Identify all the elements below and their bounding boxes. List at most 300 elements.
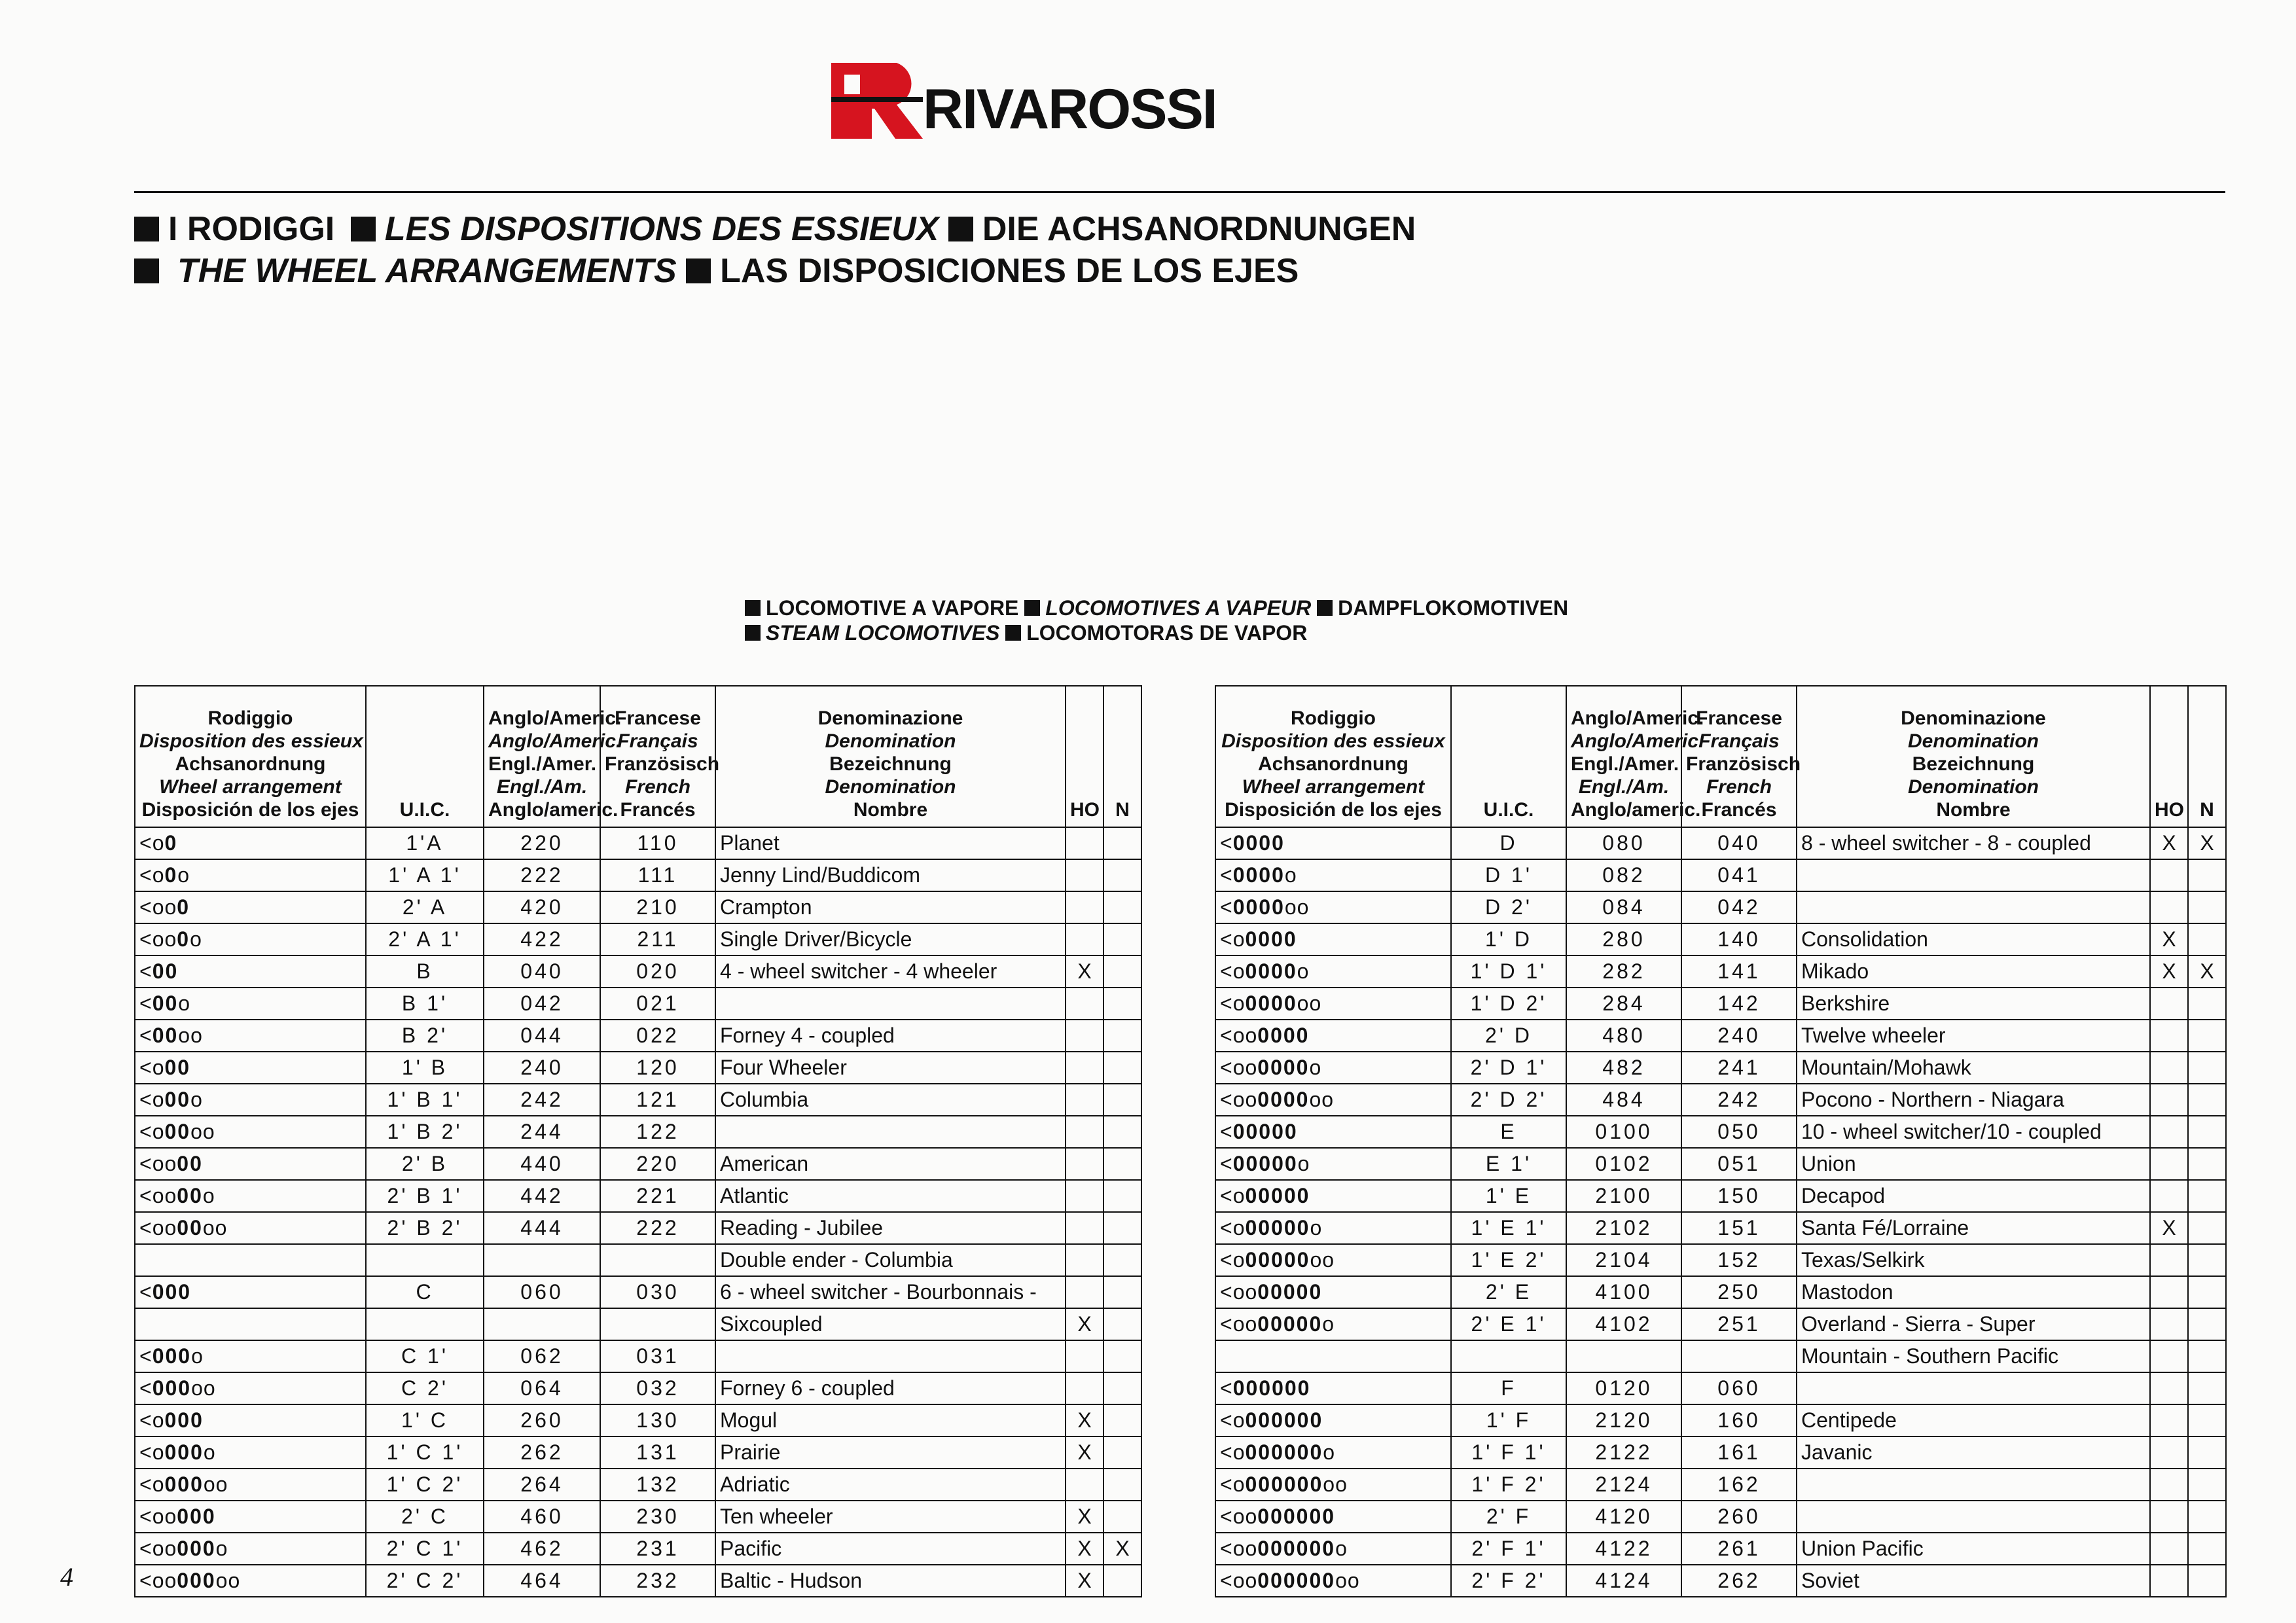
section-subheading (745, 596, 1568, 645)
cell-anglo-american: 482 (1566, 1052, 1681, 1084)
table-row (135, 1308, 1141, 1340)
sub-it: LOCOMOTIVE A VAPORE (766, 596, 1019, 620)
driving-wheels: 000000 (1245, 1408, 1323, 1432)
trailing-wheels: oo (1309, 1088, 1335, 1111)
cell-ho: X (1066, 1404, 1103, 1436)
driving-wheels: 000 (164, 1408, 204, 1432)
cell-anglo-american: 442 (484, 1180, 600, 1212)
table-header-row (135, 686, 1141, 827)
cell-arrangement (1215, 1084, 1451, 1116)
cell-arrangement (135, 988, 366, 1020)
cell-name: Consolidation (1797, 923, 2150, 955)
driving-wheels: 0000 (1245, 959, 1297, 983)
wheel-arrangement-table-right (1215, 685, 2227, 1597)
cell-n (1103, 1148, 1141, 1180)
cell-uic: 2' A 1' (366, 923, 484, 955)
driving-wheels: 0000 (1245, 927, 1297, 951)
square-bullet-icon (1005, 625, 1021, 641)
cell-anglo-american: 2104 (1566, 1244, 1681, 1276)
driving-wheels: 00000 (1232, 1120, 1298, 1143)
cell-arrangement (135, 827, 366, 859)
cell-french: 231 (600, 1533, 715, 1565)
cell-ho: X (2150, 827, 2188, 859)
trailing-wheels: oo (191, 1376, 216, 1400)
cell-n (2188, 1565, 2226, 1597)
driving-wheels: 000 (177, 1537, 216, 1560)
driving-wheels: 000000 (1257, 1569, 1336, 1592)
cell-arrangement (1215, 1020, 1451, 1052)
subheading-line-2 (745, 620, 1568, 645)
cell-uic: 2' D (1451, 1020, 1566, 1052)
cell-n (2188, 1084, 2226, 1116)
cell-uic (1451, 1340, 1566, 1372)
cell-n (2188, 1404, 2226, 1436)
cell-french: 261 (1681, 1533, 1797, 1565)
cell-ho (2150, 1340, 2188, 1372)
cell-uic: 2' D 2' (1451, 1084, 1566, 1116)
cell-anglo-american (1566, 1340, 1681, 1372)
cell-n: X (2188, 827, 2226, 859)
cell-french: 031 (600, 1340, 715, 1372)
table-row (1215, 923, 2226, 955)
cell-french: 241 (1681, 1052, 1797, 1084)
table-row (1215, 1276, 2226, 1308)
cell-arrangement (135, 1148, 366, 1180)
cell-anglo-american: 422 (484, 923, 600, 955)
cell-french: 232 (600, 1565, 715, 1597)
cell-anglo-american: 440 (484, 1148, 600, 1180)
table-row (1215, 1020, 2226, 1052)
col-header-uic: U.I.C. (366, 686, 484, 827)
driving-wheels: 0 (177, 895, 190, 919)
trailing-wheels: o (1322, 1312, 1335, 1336)
cell-name: Berkshire (1797, 988, 2150, 1020)
driving-wheels: 000 (177, 1569, 216, 1592)
cell-name (1797, 1469, 2150, 1501)
cell-n (2188, 1244, 2226, 1276)
driving-wheels: 00000 (1232, 1152, 1298, 1175)
driving-wheels: 0 (177, 927, 190, 951)
leading-wheels: < (1220, 863, 1233, 887)
logo-wordmark: RIVAROSSI (923, 78, 1217, 141)
cell-arrangement (135, 1084, 366, 1116)
cell-french: 121 (600, 1084, 715, 1116)
cell-anglo-american: 280 (1566, 923, 1681, 955)
col-header-n: N (2188, 686, 2226, 827)
trailing-wheels: o (215, 1537, 228, 1560)
trailing-wheels: oo (203, 1472, 228, 1496)
cell-name: Crampton (715, 891, 1066, 923)
trailing-wheels: o (1284, 863, 1297, 887)
cell-anglo-american: 460 (484, 1501, 600, 1533)
cell-arrangement (135, 891, 366, 923)
cell-arrangement (135, 1212, 366, 1244)
cell-french: 060 (1681, 1372, 1797, 1404)
cell-n (1103, 1116, 1141, 1148)
sub-es: LOCOMOTORAS DE VAPOR (1026, 621, 1308, 645)
table-row (1215, 1116, 2226, 1148)
leading-wheels: < (1220, 895, 1233, 919)
leading-wheels: < (139, 1280, 152, 1304)
cell-name: 10 - wheel switcher/10 - coupled (1797, 1116, 2150, 1148)
leading-wheels: <o (1220, 1440, 1246, 1464)
subheading-line-1 (745, 596, 1568, 620)
cell-anglo-american: 240 (484, 1052, 600, 1084)
cell-uic: F (1451, 1372, 1566, 1404)
cell-uic: 1' D (1451, 923, 1566, 955)
cell-n (2188, 1372, 2226, 1404)
trailing-wheels: oo (1310, 1248, 1335, 1272)
driving-wheels: 000 (177, 1505, 216, 1528)
table-row (135, 955, 1141, 988)
square-bullet-icon (745, 625, 761, 641)
cell-ho (2150, 891, 2188, 923)
leading-wheels: <oo (139, 1216, 177, 1240)
cell-french (600, 1244, 715, 1276)
leading-wheels: <o (139, 1472, 165, 1496)
cell-anglo-american: 260 (484, 1404, 600, 1436)
cell-n (2188, 1469, 2226, 1501)
table-row (135, 891, 1141, 923)
table-row (135, 1116, 1141, 1148)
leading-wheels: <oo (1220, 1312, 1258, 1336)
trailing-wheels: o (190, 927, 202, 951)
leading-wheels: <o (1220, 927, 1246, 951)
driving-wheels: 0000 (1232, 831, 1285, 855)
trailing-wheels: oo (1323, 1472, 1348, 1496)
cell-anglo-american: 060 (484, 1276, 600, 1308)
cell-ho (1066, 1372, 1103, 1404)
table-row (1215, 827, 2226, 859)
cell-french: 260 (1681, 1501, 1797, 1533)
cell-name (715, 988, 1066, 1020)
table-header-row (1215, 686, 2226, 827)
cell-french: 222 (600, 1212, 715, 1244)
table-row (135, 988, 1141, 1020)
cell-ho (1066, 827, 1103, 859)
driving-wheels: 0000 (1232, 863, 1285, 887)
table-row (1215, 891, 2226, 923)
leading-wheels: <oo (1220, 1280, 1258, 1304)
trailing-wheels: o (1309, 1056, 1322, 1079)
driving-wheels: 000 (152, 1280, 192, 1304)
trailing-wheels: o (177, 863, 190, 887)
cell-uic: 1' E (1451, 1180, 1566, 1212)
leading-wheels: <oo (139, 895, 177, 919)
cell-uic: 2' D 1' (1451, 1052, 1566, 1084)
cell-name: 6 - wheel switcher - Bourbonnais - (715, 1276, 1066, 1308)
col-header-french: Francese Français Französisch French Francés (1681, 686, 1797, 827)
table-row (135, 1501, 1141, 1533)
cell-french: 251 (1681, 1308, 1797, 1340)
trailing-wheels: oo (178, 1024, 203, 1047)
heading-es: LAS DISPOSICIONES DE LOS EJES (720, 252, 1299, 290)
cell-uic: 2' E (1451, 1276, 1566, 1308)
cell-arrangement (1215, 1565, 1451, 1597)
cell-french: 211 (600, 923, 715, 955)
cell-n: X (1103, 1533, 1141, 1565)
cell-arrangement (1215, 1469, 1451, 1501)
cell-french (600, 1308, 715, 1340)
cell-n (1103, 955, 1141, 988)
cell-arrangement (1215, 1052, 1451, 1084)
cell-anglo-american: 4100 (1566, 1276, 1681, 1308)
cell-anglo-american: 2120 (1566, 1404, 1681, 1436)
leading-wheels: <o (1220, 1216, 1246, 1240)
leading-wheels: <o (1220, 1408, 1246, 1432)
cell-uic: 1' D 2' (1451, 988, 1566, 1020)
leading-wheels: < (1220, 831, 1233, 855)
page-heading (134, 208, 1416, 292)
cell-n (1103, 1212, 1141, 1244)
cell-french: 120 (600, 1052, 715, 1084)
driving-wheels: 00000 (1257, 1312, 1323, 1336)
cell-name (1797, 1501, 2150, 1533)
cell-anglo-american (484, 1244, 600, 1276)
cell-uic: 1' F 2' (1451, 1469, 1566, 1501)
cell-arrangement (1215, 1372, 1451, 1404)
table-row (1215, 1565, 2226, 1597)
cell-arrangement (135, 1436, 366, 1469)
page-number: 4 (60, 1562, 73, 1592)
leading-wheels: <o (139, 1088, 165, 1111)
cell-ho (1066, 988, 1103, 1020)
cell-anglo-american: 242 (484, 1084, 600, 1116)
leading-wheels: <o (1220, 959, 1246, 983)
wheel-arrangement-table-left (134, 685, 1142, 1597)
cell-anglo-american: 4124 (1566, 1565, 1681, 1597)
trailing-wheels: o (1310, 1216, 1323, 1240)
cell-ho: X (2150, 923, 2188, 955)
cell-arrangement (135, 1308, 366, 1340)
cell-n (1103, 1565, 1141, 1597)
cell-n (1103, 1052, 1141, 1084)
cell-uic: 1' D 1' (1451, 955, 1566, 988)
table-row (135, 1020, 1141, 1052)
cell-french: 022 (600, 1020, 715, 1052)
col-header-arrangement: Rodiggio Disposition des essieux Achsanordnung Wheel arrangement Disposición de los ejes (1215, 686, 1451, 827)
cell-name: Baltic - Hudson (715, 1565, 1066, 1597)
cell-name: Forney 6 - coupled (715, 1372, 1066, 1404)
leading-wheels: <o (139, 1056, 165, 1079)
cell-arrangement (1215, 1180, 1451, 1212)
driving-wheels: 000 (152, 1344, 192, 1368)
cell-ho (1066, 1212, 1103, 1244)
cell-name: Twelve wheeler (1797, 1020, 2150, 1052)
cell-french: 142 (1681, 988, 1797, 1020)
driving-wheels: 000000 (1245, 1472, 1323, 1496)
table-row (135, 1533, 1141, 1565)
cell-arrangement (1215, 1148, 1451, 1180)
cell-arrangement (1215, 988, 1451, 1020)
cell-name: Prairie (715, 1436, 1066, 1469)
driving-wheels: 000000 (1232, 1376, 1311, 1400)
table-row (1215, 1308, 2226, 1340)
cell-uic: 1' C (366, 1404, 484, 1436)
table-row (1215, 1148, 2226, 1180)
cell-uic (366, 1308, 484, 1340)
cell-n (2188, 859, 2226, 891)
cell-uic: C 2' (366, 1372, 484, 1404)
leading-wheels: <oo (139, 1569, 177, 1592)
table-row (135, 1148, 1141, 1180)
trailing-wheels: o (1297, 959, 1310, 983)
col-header-arrangement: Rodiggio Disposition des essieux Achsanordnung Wheel arrangement Disposición de los ejes (135, 686, 366, 827)
heading-it: I RODIGGI (168, 210, 335, 248)
cell-uic: 1' E 2' (1451, 1244, 1566, 1276)
heading-line-2 (134, 250, 1416, 292)
cell-uic: 1' C 1' (366, 1436, 484, 1469)
cell-anglo-american: 040 (484, 955, 600, 988)
cell-ho (2150, 1116, 2188, 1148)
driving-wheels: 000000 (1245, 1440, 1323, 1464)
cell-anglo-american: 220 (484, 827, 600, 859)
cell-anglo-american: 2102 (1566, 1212, 1681, 1244)
cell-arrangement (1215, 891, 1451, 923)
cell-n (2188, 1308, 2226, 1340)
cell-ho (1066, 1148, 1103, 1180)
table-row (1215, 1404, 2226, 1436)
cell-ho (1066, 859, 1103, 891)
cell-n (2188, 1340, 2226, 1372)
cell-arrangement (135, 1020, 366, 1052)
leading-wheels: <oo (1220, 1024, 1258, 1047)
col-header-n: N (1103, 686, 1141, 827)
cell-ho (2150, 1469, 2188, 1501)
cell-uic: 1' F 1' (1451, 1436, 1566, 1469)
cell-anglo-american: 444 (484, 1212, 600, 1244)
cell-french: 162 (1681, 1469, 1797, 1501)
leading-wheels: <o (1220, 1472, 1246, 1496)
cell-arrangement (135, 1565, 366, 1597)
square-bullet-icon (1024, 600, 1040, 616)
cell-arrangement (135, 1372, 366, 1404)
table-row (135, 1436, 1141, 1469)
cell-french: 141 (1681, 955, 1797, 988)
driving-wheels: 0000 (1245, 991, 1297, 1015)
trailing-wheels: oo (1297, 991, 1322, 1015)
cell-n (2188, 923, 2226, 955)
cell-n (2188, 1020, 2226, 1052)
cell-uic: 1' C 2' (366, 1469, 484, 1501)
header-rule (134, 191, 2225, 193)
table-row (1215, 1436, 2226, 1469)
table-row (1215, 1180, 2226, 1212)
table-row (1215, 1052, 2226, 1084)
cell-name (1797, 1372, 2150, 1404)
cell-name: Pocono - Northern - Niagara (1797, 1084, 2150, 1116)
cell-name (1797, 859, 2150, 891)
trailing-wheels: o (190, 1088, 203, 1111)
cell-anglo-american: 064 (484, 1372, 600, 1404)
table-row (1215, 1244, 2226, 1276)
cell-french: 051 (1681, 1148, 1797, 1180)
cell-uic: 1' B 1' (366, 1084, 484, 1116)
cell-uic: 2' B 1' (366, 1180, 484, 1212)
cell-uic: E 1' (1451, 1148, 1566, 1180)
cell-french: 221 (600, 1180, 715, 1212)
cell-ho (2150, 1372, 2188, 1404)
cell-n (1103, 1501, 1141, 1533)
cell-n (2188, 1276, 2226, 1308)
cell-arrangement (1215, 1308, 1451, 1340)
cell-anglo-american: 284 (1566, 988, 1681, 1020)
cell-ho (2150, 988, 2188, 1020)
cell-name: Pacific (715, 1533, 1066, 1565)
square-bullet-icon (1317, 600, 1333, 616)
cell-name: Overland - Sierra - Super (1797, 1308, 2150, 1340)
cell-arrangement (135, 1533, 366, 1565)
leading-wheels: < (1220, 1120, 1233, 1143)
trailing-wheels: o (202, 1184, 215, 1207)
heading-de: DIE ACHSANORDNUNGEN (982, 210, 1416, 248)
driving-wheels: 0 (164, 831, 178, 855)
cell-anglo-american: 062 (484, 1340, 600, 1372)
cell-uic: 2' F (1451, 1501, 1566, 1533)
cell-ho (1066, 1180, 1103, 1212)
cell-french: 130 (600, 1404, 715, 1436)
cell-n (2188, 1501, 2226, 1533)
leading-wheels: <o (139, 863, 165, 887)
cell-uic: 2' E 1' (1451, 1308, 1566, 1340)
cell-french: 250 (1681, 1276, 1797, 1308)
cell-anglo-american: 480 (1566, 1020, 1681, 1052)
cell-french: 220 (600, 1148, 715, 1180)
cell-n (2188, 1436, 2226, 1469)
leading-wheels: <oo (1220, 1569, 1258, 1592)
cell-ho (1066, 1276, 1103, 1308)
cell-n (2188, 1148, 2226, 1180)
table-row (135, 1372, 1141, 1404)
cell-uic: C (366, 1276, 484, 1308)
cell-ho (2150, 1276, 2188, 1308)
table-row (135, 859, 1141, 891)
cell-name: Planet (715, 827, 1066, 859)
driving-wheels: 0000 (1232, 895, 1285, 919)
cell-name: Atlantic (715, 1180, 1066, 1212)
cell-n (1103, 827, 1141, 859)
table-row (135, 1565, 1141, 1597)
driving-wheels: 00 (152, 1024, 179, 1047)
trailing-wheels: oo (202, 1216, 228, 1240)
cell-name: American (715, 1148, 1066, 1180)
cell-n (1103, 1372, 1141, 1404)
trailing-wheels: o (1297, 1152, 1310, 1175)
cell-arrangement (135, 1404, 366, 1436)
cell-french: 110 (600, 827, 715, 859)
driving-wheels: 0000 (1257, 1088, 1310, 1111)
cell-arrangement (1215, 1436, 1451, 1469)
trailing-wheels: oo (215, 1569, 241, 1592)
cell-name: Forney 4 - coupled (715, 1020, 1066, 1052)
driving-wheels: 0000 (1257, 1024, 1310, 1047)
driving-wheels: 0 (164, 863, 178, 887)
cell-french: 020 (600, 955, 715, 988)
leading-wheels: <o (1220, 1184, 1246, 1207)
leading-wheels: < (139, 991, 152, 1015)
driving-wheels: 00 (164, 1056, 191, 1079)
cell-n (2188, 891, 2226, 923)
cell-french: 242 (1681, 1084, 1797, 1116)
driving-wheels: 00000 (1245, 1184, 1310, 1207)
cell-french: 262 (1681, 1565, 1797, 1597)
cell-n (1103, 1244, 1141, 1276)
cell-anglo-american: 080 (1566, 827, 1681, 859)
cell-name: Santa Fé/Lorraine (1797, 1212, 2150, 1244)
cell-anglo-american: 042 (484, 988, 600, 1020)
cell-anglo-american: 4120 (1566, 1501, 1681, 1533)
table-row (135, 1276, 1141, 1308)
